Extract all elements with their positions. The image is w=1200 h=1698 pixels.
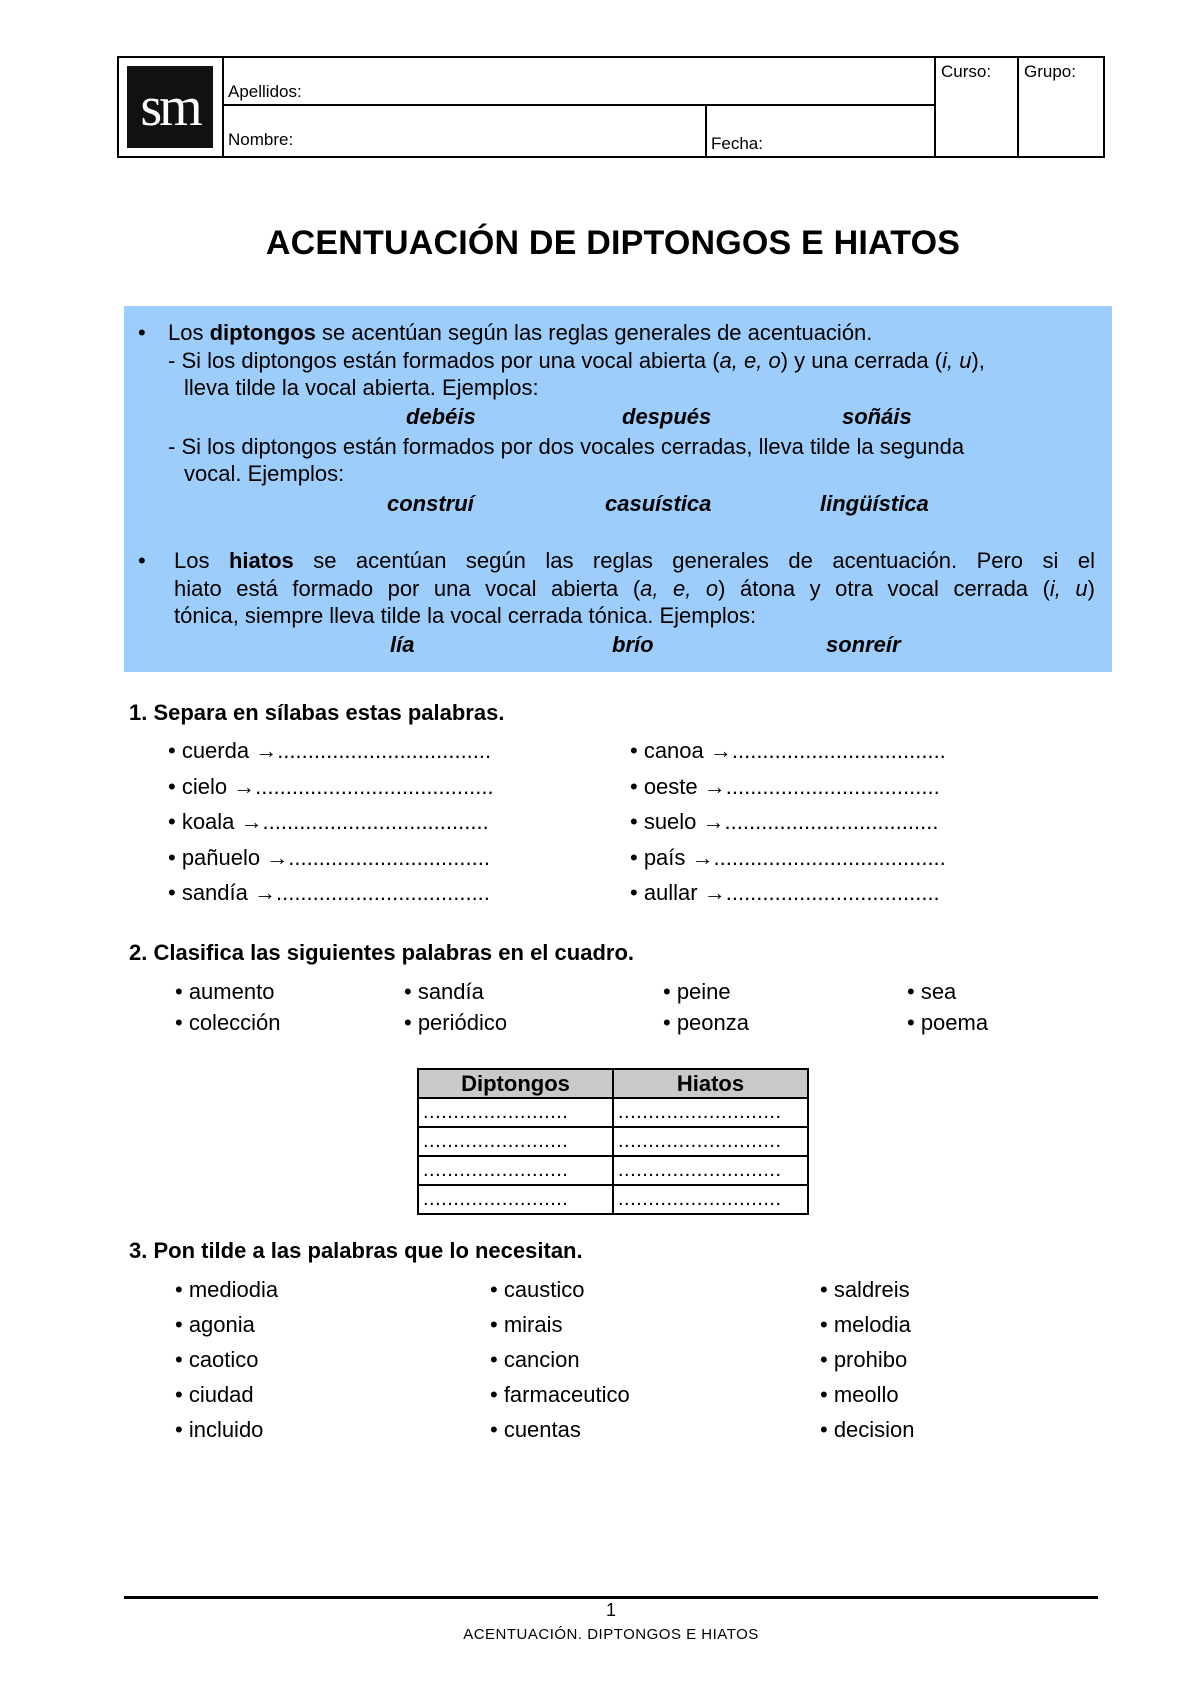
- example-word: lía: [390, 632, 415, 657]
- table-cell[interactable]: ...........................: [613, 1156, 808, 1185]
- hiatos-rule: Los hiatos se acentúan según las reglas generales de acentuación. Pero si el: [174, 548, 1095, 573]
- sm-logo: [119, 58, 224, 156]
- word-item[interactable]: • ciudad: [175, 1382, 254, 1407]
- question-3-title: 3. Pon tilde a las palabras que lo necesitan.: [129, 1238, 583, 1263]
- diptongos-rule2-cont: vocal. Ejemplos:: [184, 461, 345, 486]
- word-item[interactable]: • cancion: [490, 1347, 580, 1372]
- example-word: sonreír: [826, 632, 901, 657]
- word-item: • peonza: [663, 1010, 749, 1035]
- word-item[interactable]: • meollo: [820, 1382, 899, 1407]
- word-item: • sea: [907, 979, 957, 1004]
- question-1-title: 1. Separa en sílabas estas palabras.: [129, 700, 505, 725]
- word-item: • colección: [175, 1010, 281, 1035]
- table-cell[interactable]: ........................: [418, 1156, 613, 1185]
- example-word: brío: [612, 632, 654, 657]
- page-number: 1: [605, 1600, 616, 1620]
- grupo-field[interactable]: Grupo:: [1024, 62, 1076, 81]
- hiatos-rule-cont: tónica, siempre lleva tilde la vocal cerrada tónica. Ejemplos:: [174, 603, 757, 628]
- question-2-title: 2. Clasifica las siguientes palabras en el cuadro.: [129, 940, 634, 965]
- word-item[interactable]: • mediodia: [175, 1277, 279, 1302]
- table-cell[interactable]: ...........................: [613, 1098, 808, 1127]
- divider: [934, 58, 936, 156]
- syllable-item[interactable]: • cuerda →...................................: [168, 738, 492, 763]
- table-cell[interactable]: ...........................: [613, 1185, 808, 1214]
- word-item[interactable]: • saldreis: [820, 1277, 910, 1302]
- table-cell[interactable]: ........................: [418, 1098, 613, 1127]
- example-word: después: [622, 404, 712, 429]
- column-header-hiatos: Hiatos: [613, 1069, 808, 1098]
- syllable-item[interactable]: • koala →.....................................: [168, 809, 489, 834]
- word-item[interactable]: • caotico: [175, 1347, 259, 1372]
- word-item: • peine: [663, 979, 731, 1004]
- bullet-icon: •: [138, 320, 146, 345]
- apellidos-field[interactable]: Apellidos:: [228, 82, 302, 101]
- divider: [705, 104, 707, 156]
- syllable-item[interactable]: • país →......................................: [630, 845, 946, 870]
- syllable-item[interactable]: • cielo →.......................................: [168, 774, 494, 799]
- diptongos-rule1: - Si los diptongos están formados por una vocal abierta (a, e, o) y una cerrada (i, u),: [168, 348, 985, 373]
- rules-box: [124, 306, 1112, 672]
- diptongos-rule: Los diptongos se acentúan según las reglas generales de acentuación.: [168, 320, 873, 345]
- hiatos-rule-cont: hiato está formado por una vocal abierta (a, e, o) átona y otra vocal cerrada (i, u): [174, 576, 1095, 601]
- fecha-field[interactable]: Fecha:: [711, 134, 763, 153]
- example-word: soñáis: [842, 404, 912, 429]
- syllable-item[interactable]: • pañuelo →.................................: [168, 845, 490, 870]
- example-word: construí: [387, 491, 474, 516]
- column-header-diptongos: Diptongos: [418, 1069, 613, 1098]
- word-item: • poema: [907, 1010, 989, 1035]
- classification-table: [417, 1068, 809, 1215]
- word-item[interactable]: • cuentas: [490, 1417, 581, 1442]
- curso-field[interactable]: Curso:: [941, 62, 992, 81]
- footer-title: ACENTUACIÓN. DIPTONGOS E HIATOS: [463, 1626, 759, 1643]
- word-item[interactable]: • agonia: [175, 1312, 255, 1337]
- word-item[interactable]: • caustico: [490, 1277, 585, 1302]
- logo-text: sm: [127, 66, 213, 148]
- example-word: lingüística: [820, 491, 929, 516]
- syllable-item[interactable]: • canoa →...................................: [630, 738, 946, 763]
- syllable-item[interactable]: • suelo →...................................: [630, 809, 939, 834]
- student-header: [117, 56, 1105, 158]
- diptongos-rule2: - Si los diptongos están formados por dos vocales cerradas, lleva tilde la segunda: [168, 434, 965, 459]
- example-word: casuística: [605, 491, 712, 516]
- footer-divider: [124, 1596, 1098, 1599]
- example-word: debéis: [406, 404, 476, 429]
- word-item: • sandía: [404, 979, 484, 1004]
- word-item[interactable]: • decision: [820, 1417, 915, 1442]
- word-item: • periódico: [404, 1010, 508, 1035]
- divider: [222, 104, 936, 106]
- nombre-field[interactable]: Nombre:: [228, 130, 294, 149]
- divider: [1017, 58, 1019, 156]
- word-item[interactable]: • farmaceutico: [490, 1382, 630, 1407]
- word-item[interactable]: • incluido: [175, 1417, 264, 1442]
- word-item[interactable]: • prohibo: [820, 1347, 908, 1372]
- word-item[interactable]: • melodia: [820, 1312, 911, 1337]
- bullet-icon: •: [138, 548, 146, 573]
- table-cell[interactable]: ........................: [418, 1127, 613, 1156]
- syllable-item[interactable]: • oeste →...................................: [630, 774, 940, 799]
- word-item: • aumento: [175, 979, 275, 1004]
- syllable-item[interactable]: • aullar →...................................: [630, 880, 940, 905]
- page-title: ACENTUACIÓN DE DIPTONGOS E HIATOS: [265, 224, 961, 262]
- table-cell[interactable]: ...........................: [613, 1127, 808, 1156]
- table-cell[interactable]: ........................: [418, 1185, 613, 1214]
- word-item[interactable]: • mirais: [490, 1312, 563, 1337]
- syllable-item[interactable]: • sandía →...................................: [168, 880, 490, 905]
- diptongos-rule1-cont: lleva tilde la vocal abierta. Ejemplos:: [184, 375, 539, 400]
